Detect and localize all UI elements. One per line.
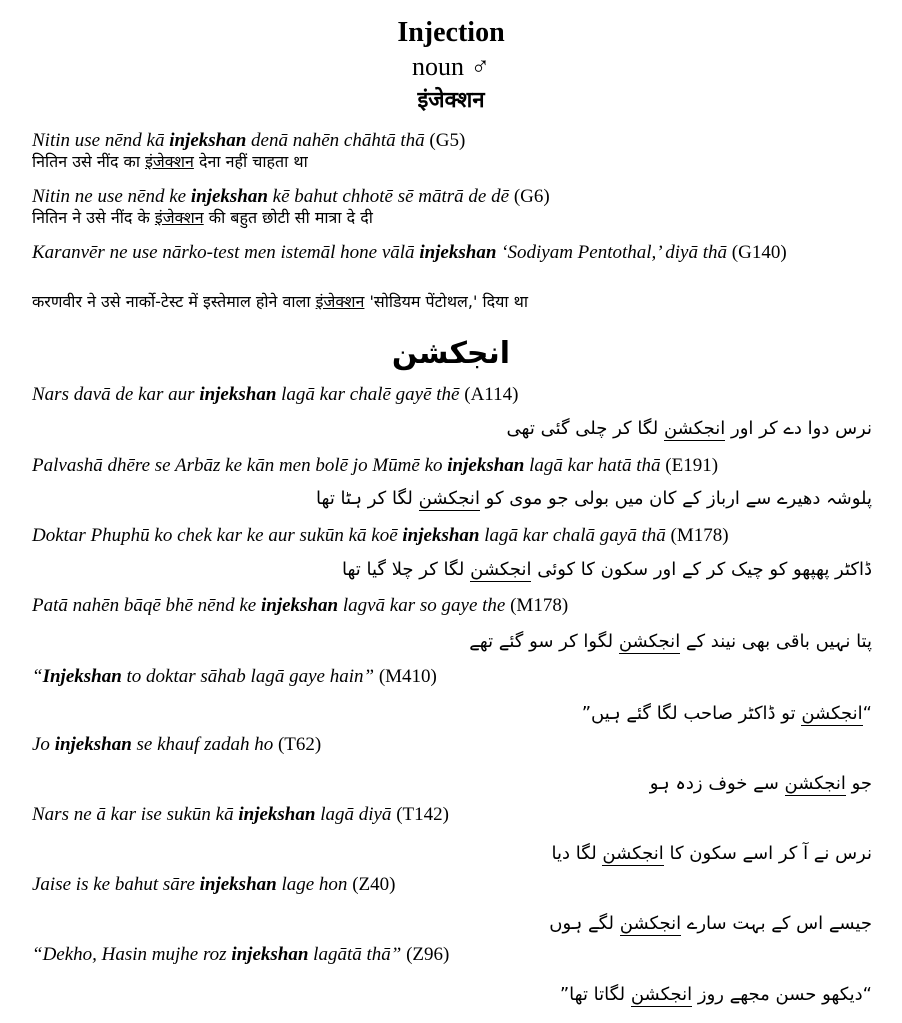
urdu-example-8-romanized xyxy=(32,873,872,897)
text-segment: Doktar Phuphū ko chek kar ke aur sukūn kā koē xyxy=(32,525,403,546)
keyword-underlined: انجکشن xyxy=(630,984,693,1005)
text-segment: नितिन उसे नींद का xyxy=(32,152,146,171)
urdu-example-9-urdu xyxy=(32,981,872,1009)
text-segment: lagā kar hatā thā xyxy=(524,455,666,476)
urdu-example-9-romanized xyxy=(32,943,872,967)
text-segment: تو ڈاکٹر صاحب لگا گئے ہیں” xyxy=(581,703,802,724)
text-segment: پلوشہ دھیرے سے ارباز کے کان میں بولی جو موی کو xyxy=(479,488,872,509)
text-segment: Jaise is ke bahut sāre xyxy=(32,874,200,895)
text-segment: لگے ہوں xyxy=(549,913,620,934)
keyword-underlined: انجکشن xyxy=(663,418,726,439)
text-segment: نرس نے آ کر اسے سکون کا xyxy=(663,843,872,864)
text-segment: سے خوف زدہ ہو xyxy=(649,773,785,794)
text-segment: lagā kar chalē gayē thē xyxy=(276,384,465,405)
hindi-example-1-romanized xyxy=(32,129,872,153)
text-segment: Karanvēr ne use nārko-test men istemāl hone vālā xyxy=(32,242,420,263)
urdu-example-1-romanized xyxy=(32,383,872,407)
source-reference: (T62) xyxy=(277,734,322,755)
keyword: Injekshan xyxy=(42,666,122,687)
text-segment: lage hon xyxy=(276,874,353,895)
source-reference: (M410) xyxy=(378,666,437,687)
part-of-speech xyxy=(0,52,902,82)
text-segment: करणवीर ने उसे नार्को-टेस्ट में इस्तेमाल होने वाला xyxy=(32,292,316,311)
source-reference: (M178) xyxy=(510,595,569,616)
text-segment: ڈاکٹر پھپھو کو چیک کر کے اور سکون کا کوئی xyxy=(531,559,872,580)
text-segment: Jo xyxy=(32,734,55,755)
source-reference: (G140) xyxy=(731,242,787,263)
text-segment: Palvashā dhēre se Arbāz ke kān men bolē jo Mūmē ko xyxy=(32,455,448,476)
text-segment: جیسے اس کے بہت سارے xyxy=(681,913,872,934)
source-reference: (G6) xyxy=(513,186,550,207)
keyword-underlined: इंजेक्शन xyxy=(145,152,194,171)
urdu-example-7-romanized xyxy=(32,803,872,827)
keyword: injekshan xyxy=(260,595,339,616)
text-segment: لگا کر چلا گیا تھا xyxy=(341,559,471,580)
text-segment: “Dekho, Hasin mujhe roz xyxy=(32,944,232,965)
text-segment: لگا کر ہٹا تھا xyxy=(316,488,419,509)
urdu-headword: انجکشن xyxy=(391,336,511,371)
hindi-example-2-devanagari xyxy=(32,207,872,229)
source-reference: (G5) xyxy=(429,130,466,151)
text-segment: 'सोडियम पेंटोथल,' दिया था xyxy=(364,292,528,311)
keyword-underlined: इंजेक्शन xyxy=(315,292,365,311)
keyword-underlined: इंजेक्शन xyxy=(154,208,204,227)
text-segment: “ xyxy=(32,666,43,687)
text-segment: lagātā thā” xyxy=(308,944,407,965)
urdu-example-4-romanized xyxy=(32,594,872,618)
keyword-underlined: انجکشن xyxy=(618,631,681,652)
text-segment: lagā kar chalā gayā thā xyxy=(479,525,671,546)
keyword-underlined: انجکشن xyxy=(602,843,664,864)
keyword-underlined: انجکشن xyxy=(418,488,480,509)
text-segment: denā nahēn chāhtā thā xyxy=(246,130,430,151)
keyword: injekshan xyxy=(402,525,480,546)
keyword: injekshan xyxy=(199,384,277,405)
text-segment: Nitin use nēnd kā xyxy=(32,130,170,151)
text-segment: kē bahut chhotē sē mātrā de dē xyxy=(267,186,514,207)
masculine-gender-icon: ♂ xyxy=(470,52,490,81)
text-segment: Patā nahēn bāqē bhē nēnd ke xyxy=(32,595,261,616)
hindi-example-3-devanagari xyxy=(32,291,872,313)
text-segment: Nars davā de kar aur xyxy=(32,384,200,405)
urdu-example-2-urdu xyxy=(32,485,872,513)
text-segment: se khauf zadah ho xyxy=(131,734,278,755)
urdu-example-7-urdu xyxy=(32,840,872,868)
source-reference: (T142) xyxy=(396,804,449,825)
urdu-example-6-urdu xyxy=(32,770,872,798)
urdu-example-5-urdu xyxy=(32,700,872,728)
keyword-underlined: انجکشن xyxy=(784,773,846,794)
hindi-example-3-romanized xyxy=(32,241,872,265)
text-segment: لگاتا تھا” xyxy=(559,984,631,1005)
text-segment: لگا کر چلی گئی تھی xyxy=(506,418,664,439)
source-reference: (M178) xyxy=(670,525,729,546)
urdu-example-3-urdu xyxy=(32,556,872,584)
keyword: injekshan xyxy=(238,804,316,825)
urdu-example-1-urdu xyxy=(32,415,872,443)
text-segment: لگا دیا xyxy=(551,843,603,864)
source-reference: (E191) xyxy=(665,455,719,476)
keyword: injekshan xyxy=(419,242,497,263)
keyword: injekshan xyxy=(199,874,277,895)
text-segment: نرس دوا دے کر اور xyxy=(725,418,872,439)
hindi-example-2-romanized xyxy=(32,185,872,209)
urdu-example-8-urdu xyxy=(32,910,872,938)
keyword: injekshan xyxy=(54,734,132,755)
urdu-example-5-romanized xyxy=(32,665,872,689)
hindi-example-1-devanagari xyxy=(32,151,872,173)
text-segment: ‘Sodiyam Pentothal,’ diyā thā xyxy=(496,242,732,263)
text-segment: پتا نہیں باقی بھی نیند کے xyxy=(680,631,872,652)
text-segment: “ xyxy=(862,703,872,724)
keyword-underlined: انجکشن xyxy=(470,559,532,580)
hindi-headword: इंजेक्शन xyxy=(417,88,485,113)
pos-label: noun xyxy=(412,52,464,81)
keyword: injekshan xyxy=(190,186,268,207)
text-segment: “دیکھو حسن مجھے روز xyxy=(692,984,872,1005)
text-segment: to doktar sāhab lagā gaye hain” xyxy=(121,666,379,687)
source-reference: (Z40) xyxy=(352,874,396,895)
text-segment: देना नहीं चाहता था xyxy=(193,152,308,171)
text-segment: की बहुत छोटी सी मात्रा दे दी xyxy=(203,208,373,227)
text-segment: नितिन ने उसे नींद के xyxy=(32,208,155,227)
source-reference: (Z96) xyxy=(406,944,450,965)
keyword: injekshan xyxy=(169,130,247,151)
text-segment: Nitin ne use nēnd ke xyxy=(32,186,191,207)
keyword: injekshan xyxy=(447,455,525,476)
keyword-underlined: انجکشن xyxy=(801,703,863,724)
source-reference: (A114) xyxy=(464,384,519,405)
keyword-underlined: انجکشن xyxy=(619,913,682,934)
urdu-example-2-romanized xyxy=(32,454,872,478)
text-segment: lagā diyā xyxy=(315,804,397,825)
urdu-example-6-romanized xyxy=(32,733,872,757)
text-segment: جو xyxy=(845,773,872,794)
text-segment: Nars ne ā kar ise sukūn kā xyxy=(32,804,239,825)
headword: Injection xyxy=(397,17,505,48)
urdu-example-4-urdu xyxy=(32,628,872,656)
text-segment: لگوا کر سو گئے تھے xyxy=(469,631,619,652)
urdu-example-3-romanized xyxy=(32,524,872,548)
keyword: injekshan xyxy=(231,944,309,965)
text-segment: lagvā kar so gaye the xyxy=(338,595,511,616)
